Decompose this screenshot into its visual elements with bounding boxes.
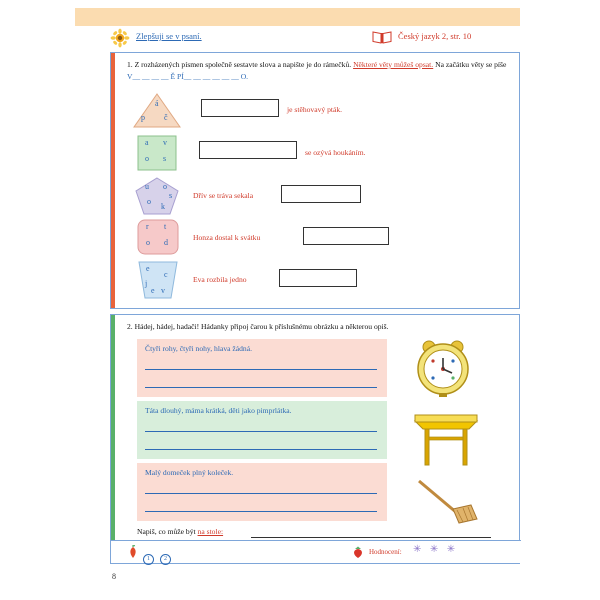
riddle-text-3: Malý domeček plný koleček. [145, 468, 234, 477]
shape-5-letter-1: c [164, 270, 168, 279]
shape-letters-4 [137, 219, 179, 260]
exercise-1-pattern: V__ __ __ __ Ě PÍ__ __ __ __ __ __ O. [127, 72, 249, 81]
answer-box-3[interactable] [281, 185, 361, 203]
note-label-highlight: na stole: [197, 527, 224, 536]
shape-3-letter-2: s [169, 191, 173, 200]
shape-2-letter-0: a [145, 138, 149, 147]
shape-letters-3 [135, 177, 179, 220]
cue-5: Eva rozbila jedno [193, 275, 247, 284]
shape-4-letter-2: o [146, 238, 150, 247]
answer-box-1[interactable] [201, 99, 279, 117]
table-picture [411, 407, 481, 474]
shape-5-letter-0: e [146, 264, 150, 273]
riddle-block-1 [137, 339, 387, 397]
rating-stars[interactable]: ✳ ✳ ✳ [413, 544, 459, 555]
exercise-1-number: 1. [127, 60, 133, 69]
exercise-1-box [110, 52, 520, 309]
shape-3-letter-3: o [147, 197, 151, 206]
shape-5-letter-4: e [151, 286, 155, 295]
step-indicator [143, 547, 173, 565]
shape-3-letter-1: o [163, 182, 167, 191]
open-book-icon [372, 30, 392, 45]
answer-box-2[interactable] [199, 141, 297, 159]
riddle-text-2: Táta dlouhý, máma krátká, děti jako pimprlátka. [145, 406, 292, 415]
exercise-2-color-bar [111, 315, 115, 563]
riddle-block-3 [137, 463, 387, 521]
note-label-text: Napiš, co může být [137, 527, 196, 536]
shape-3-letter-4: k [161, 202, 165, 211]
exercise-1-text-part2: Na začátku věty se píše [433, 60, 507, 69]
strawberry-icon [351, 545, 365, 564]
cue-3: Dřív se tráva sekala [193, 191, 254, 200]
page-header [110, 28, 520, 50]
riddle-block-2 [137, 401, 387, 459]
exercise-2-instruction [127, 321, 511, 333]
sun-flower-icon [110, 28, 130, 48]
riddle-rule-3b[interactable] [145, 511, 377, 512]
page-number: 8 [112, 572, 116, 581]
shape-2-letter-2: o [145, 154, 149, 163]
shape-5-letter-2: j [145, 279, 148, 288]
answer-box-5[interactable] [279, 269, 357, 287]
cue-2: se ozývá houkáním. [305, 148, 366, 157]
exercise-2-text: Hádej, hádej, hadači! Hádanky připoj čarou k příslušnému obrázku a některou opiš. [134, 322, 389, 331]
shape-2-letter-3: s [163, 154, 167, 163]
shape-2-letter-1: v [163, 138, 167, 147]
worksheet-content [110, 52, 520, 564]
riddle-rule-2a[interactable] [145, 431, 377, 432]
exercise-1-text-part1: Z rozházených písmen společně sestavte slova a napište je do rámečků. [134, 60, 354, 69]
answer-box-4[interactable] [303, 227, 389, 245]
shape-1-letter-2: č [164, 113, 168, 122]
riddle-rule-1a[interactable] [145, 369, 377, 370]
shape-1-letter-0: á [155, 99, 159, 108]
step-1[interactable]: 1 [143, 554, 154, 565]
exercise-2-footer [111, 540, 521, 563]
header-left-label: Zlepšuji se v psaní. [136, 31, 202, 41]
shape-letters-5 [135, 261, 181, 304]
shape-4-letter-1: t [164, 222, 167, 231]
shape-3-letter-0: u [145, 182, 149, 191]
broom-picture [411, 475, 481, 536]
note-answer-line[interactable] [251, 537, 491, 538]
riddle-text-1: Čtyři rohy, čtyři nohy, hlava žádná. [145, 344, 252, 353]
cue-1: je stěhovavý pták. [287, 105, 343, 114]
shape-letters-1 [133, 93, 181, 134]
riddle-rule-3a[interactable] [145, 493, 377, 494]
shape-4-letter-0: r [146, 222, 149, 231]
note-label [137, 527, 223, 536]
exercise-2-number: 2. [127, 322, 133, 331]
top-decorative-band [75, 8, 520, 26]
chili-pepper-icon [127, 545, 139, 564]
cue-4: Honza dostal k svátku [193, 233, 261, 242]
exercise-2-box [110, 314, 520, 564]
rating-label: Hodnocení: [369, 548, 402, 556]
alarm-clock-picture [411, 337, 475, 404]
riddle-rule-2b[interactable] [145, 449, 377, 450]
step-2[interactable]: 2 [160, 554, 171, 565]
shape-4-letter-3: d [164, 238, 168, 247]
riddle-rule-1b[interactable] [145, 387, 377, 388]
exercise-1-text-highlight: Některé věty můžeš opsat. [353, 60, 434, 69]
exercise-1-color-bar [111, 53, 115, 308]
header-right-label: Český jazyk 2, str. 10 [398, 31, 472, 41]
shape-letters-2 [137, 135, 177, 176]
shape-1-letter-1: p [141, 113, 145, 122]
exercise-1-instruction [127, 59, 511, 83]
shape-5-letter-3: v [161, 286, 165, 295]
